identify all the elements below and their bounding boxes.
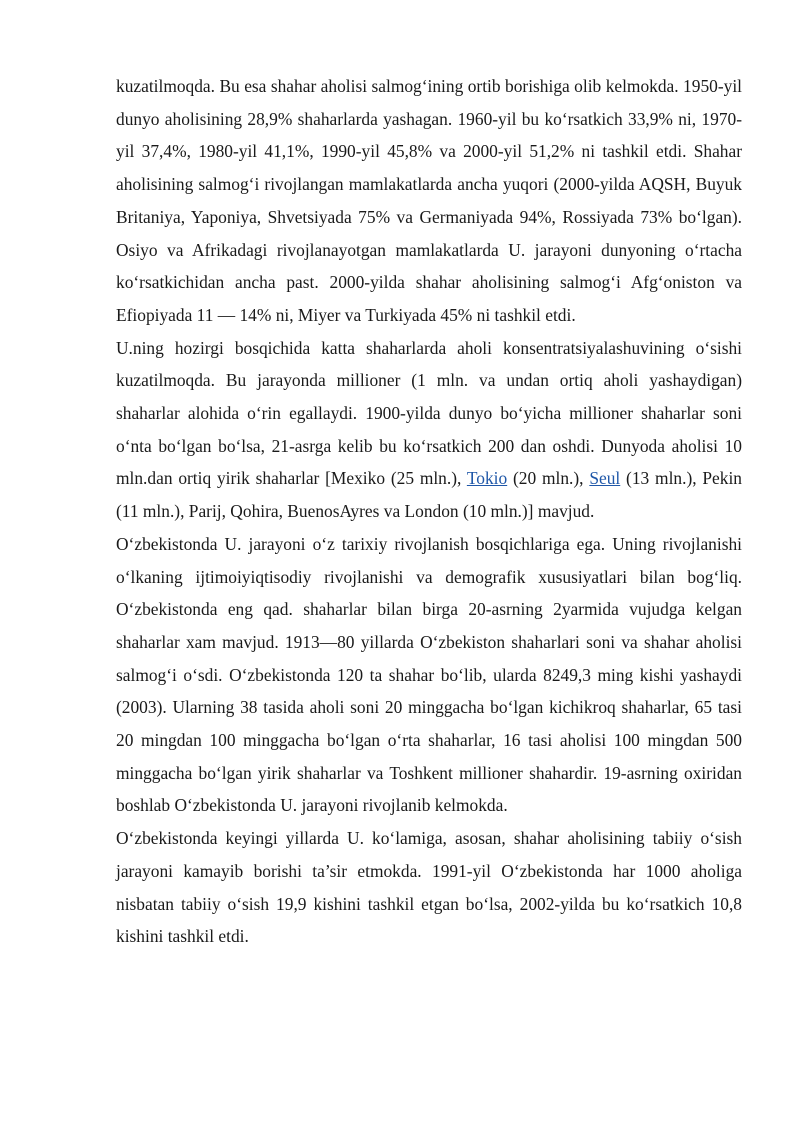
link-seul[interactable]: Seul [589,468,621,489]
paragraph-urban-share: kuzatilmoqda. Bu esa shahar aholisi salmog‘ining ortib borishiga olib kelmokda. 1950-yil dunyo aholisining 28,9% shaharlarda yashagan. 1960-yil bu ko‘rsatkich 33,9% ni, 1970-yil 37,4%, 1980-yil 41,1%, 1990-yil 45,8% va 2000-yil 51,2% ni tashkil etdi. Shahar aholisining salmog‘i rivojlangan mamlakatlarda ancha yuqori (2000-yilda AQSH, Buyuk Britaniya, Yaponiya, Shvetsiyada 75% va Germaniyada 94%, Rossiyada 73% bo‘lgan). Osiyo va Afrikadagi rivojlanayotgan mamlakatlarda U. jarayoni dunyoning o‘rtacha ko‘rsatkichidan ancha past. 2000-yilda shahar aholisining salmog‘i Afg‘oniston va Efiopiyada 11 — 14% ni, Miyer va Turkiyada 45% ni tashkil etdi. [116,76,742,325]
link-tokio[interactable]: Tokio [466,468,508,489]
paragraph-text: (20 mln.), [507,468,590,489]
paragraph-text: (13 mln.), Pekin (11 mln.), Parij, Qohira, BuenosAyres va London (10 mln.)] mavjud. [116,468,742,522]
paragraph-uzbekistan-urbanization: O‘zbekistonda U. jarayoni o‘z tarixiy rivojlanish bosqichlariga ega. Uning rivojlanishi o‘lkaning ijtimoiyiqtisodiy rivojlanishi va demografik xususiyatlari bilan bog‘liq. O‘zbekistonda eng qad. shaharlar bilan birga 20-asrning 2yarmida vujudga kelgan shaharlar xam mavjud. 1913—80 yillarda O‘zbekiston shaharlari soni va shahar aholisi salmog‘i o‘sdi. O‘zbekistonda 120 ta shahar bo‘lib, ularda 8249,3 ming kishi yashaydi (2003). Ularning 38 tasida aholi soni 20 minggacha bo‘lgan kichikroq shaharlar, 65 tasi 20 mingdan 100 minggacha bo‘lgan o‘rta shaharlar, 16 tasi aholisi 100 mingdan 500 minggacha bo‘lgan yirik shaharlar va Toshkent millioner shahardir. 19-asrning oxiridan boshlab O‘zbekistonda U. jarayoni rivojlanib kelmokda. [116,533,742,816]
paragraph-natural-growth: O‘zbekistonda keyingi yillarda U. ko‘lamiga, asosan, shahar aholisining tabiiy o‘sish jarayoni kamayib borishi ta’sir etmokda. 1991-yil O‘zbekistonda har 1000 aholiga nisbatan tabiiy o‘sish 19,9 kishini tashkil etgan bo‘lsa, 2002-yilda bu ko‘rsatkich 10,8 kishini tashkil etdi. [116,828,742,947]
paragraph-text: U.ning hozirgi bosqichida katta shaharlarda aholi konsentratsiyalashuvining o‘sishi kuzatilmoqda. Bu jarayonda millioner (1 mln. va undan ortiq aholi yashaydigan) shaharlar alohida o‘rin egallaydi. 1900-yilda dunyo bo‘yicha millioner shaharlar soni o‘nta bo‘lgan bo‘lsa, 21-asrga kelib bu ko‘rsatkich 200 dan oshdi. Dunyoda aholisi 10 mln.dan ortiq yirik shaharlar [Mexiko (25 mln.), [116,337,742,489]
paragraph-millionaire-cities [116,332,742,528]
